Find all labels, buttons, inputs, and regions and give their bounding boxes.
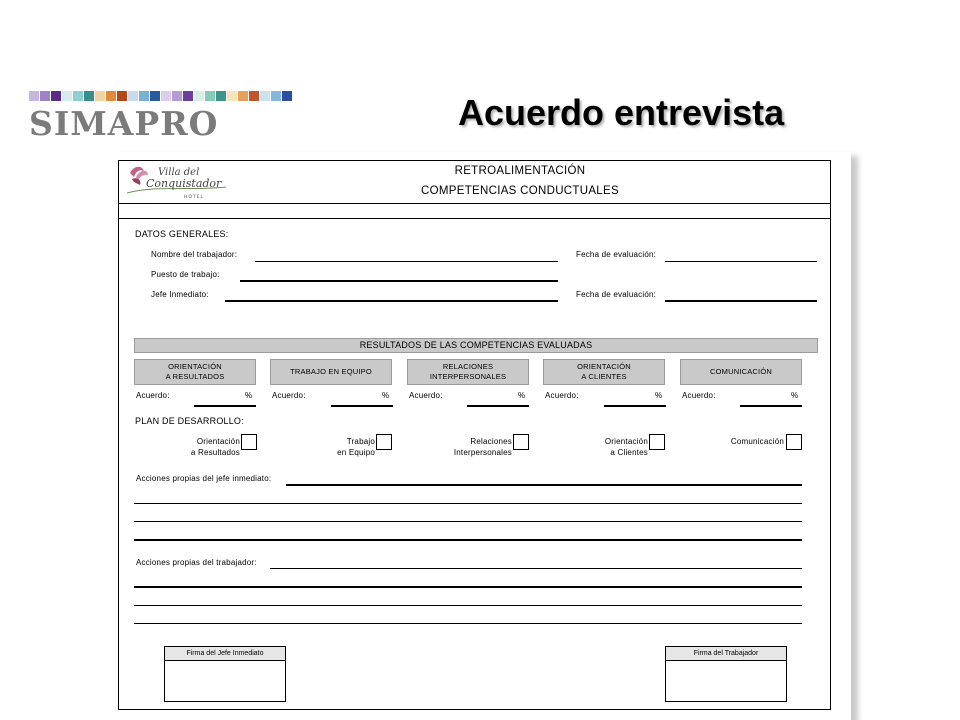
resultados-banner: RESULTADOS DE LAS COMPETENCIAS EVALUADAS xyxy=(134,338,818,353)
color-square xyxy=(205,91,215,101)
plan-checkbox-trabajo-equipo[interactable] xyxy=(376,434,392,450)
color-square xyxy=(183,91,193,101)
datos-generales-heading: DATOS GENERALES: xyxy=(135,229,229,239)
jefe-label: Jefe Inmediato: xyxy=(151,290,209,299)
plan-checkbox-comunicacion[interactable] xyxy=(786,434,802,450)
acuerdo-field-3[interactable] xyxy=(467,405,529,407)
hotel-logo xyxy=(124,163,234,201)
color-square xyxy=(172,91,182,101)
comp-1-line1: ORIENTACIÓN xyxy=(168,362,222,371)
color-square xyxy=(106,91,116,101)
acciones-trabajador-line-3[interactable] xyxy=(134,605,802,606)
header-divider xyxy=(118,218,831,219)
color-square xyxy=(150,91,160,101)
acciones-jefe-line-4[interactable] xyxy=(134,539,802,541)
acuerdo-field-5[interactable] xyxy=(740,405,802,407)
color-square xyxy=(271,91,281,101)
acuerdo-label-4: Acuerdo: xyxy=(545,391,579,400)
plan-item-4-label xyxy=(568,436,648,458)
color-square xyxy=(29,91,39,101)
plan-4-line2: a Clientes xyxy=(610,448,648,457)
acciones-trabajador-label: Acciones propias del trabajador: xyxy=(136,558,257,567)
firma-trabajador-label: Firma del Trabajador xyxy=(666,647,786,661)
acciones-jefe-line-3[interactable] xyxy=(134,521,802,522)
hotel-logo-line3: HOTEL xyxy=(184,195,205,200)
acciones-jefe-line-1[interactable] xyxy=(286,484,802,486)
color-square xyxy=(95,91,105,101)
plan-item-1-label xyxy=(160,436,240,458)
firma-jefe-label: Firma del Jefe Inmediato xyxy=(165,647,285,661)
color-square xyxy=(238,91,248,101)
fecha-evaluacion-label-2: Fecha de evaluación: xyxy=(576,290,657,299)
plan-2-line1: Trabajo xyxy=(346,437,375,446)
puesto-label: Puesto de trabajo: xyxy=(151,270,220,279)
plan-desarrollo-heading: PLAN DE DESARROLLO: xyxy=(135,416,244,426)
acuerdo-label-5: Acuerdo: xyxy=(682,391,716,400)
plan-1-line1: Orientación xyxy=(196,437,240,446)
acciones-jefe-line-2[interactable] xyxy=(134,503,802,504)
comp-3-line1: RELACIONES INTERPERSONALES xyxy=(429,362,507,381)
plan-1-line2: a Resultados xyxy=(190,448,240,457)
color-square xyxy=(282,91,292,101)
plan-2-line2: en Equipo xyxy=(337,448,375,457)
plan-checkbox-orientacion-clientes[interactable] xyxy=(649,434,665,450)
hotel-logo-line2: Conquistador xyxy=(146,177,222,190)
form-title-2: COMPETENCIAS CONDUCTUALES xyxy=(421,185,619,197)
color-square xyxy=(249,91,259,101)
acuerdo-field-4[interactable] xyxy=(604,405,666,407)
plan-item-3-label xyxy=(430,436,512,458)
page-title: Acuerdo entrevista xyxy=(458,92,785,133)
color-square xyxy=(260,91,270,101)
acuerdo-label-1: Acuerdo: xyxy=(136,391,170,400)
plan-checkbox-relaciones-interpersonales[interactable] xyxy=(513,434,529,450)
firma-trabajador-box[interactable] xyxy=(665,646,787,702)
color-square xyxy=(194,91,204,101)
jefe-field[interactable] xyxy=(225,300,558,302)
acuerdo-percent-1: % xyxy=(245,391,253,400)
fecha-evaluacion-field-1[interactable] xyxy=(665,261,817,262)
color-square xyxy=(73,91,83,101)
comp-5-line1: COMUNICACIÓN xyxy=(710,367,772,376)
nombre-label: Nombre del trabajador: xyxy=(151,250,238,259)
acciones-jefe-label: Acciones propias del jefe inmediato: xyxy=(136,474,272,483)
acciones-trabajador-line-4[interactable] xyxy=(134,623,802,624)
nombre-field[interactable] xyxy=(255,261,558,262)
color-square xyxy=(51,91,61,101)
comp-orientacion-clientes xyxy=(543,359,665,385)
plan-5-line1: Comunicación xyxy=(730,437,784,446)
acuerdo-percent-5: % xyxy=(791,391,799,400)
plan-item-2-label xyxy=(295,436,375,458)
comp-relaciones-interpersonales xyxy=(407,359,529,385)
acuerdo-field-2[interactable] xyxy=(331,405,393,407)
fecha-evaluacion-field-2[interactable] xyxy=(665,300,817,302)
comp-4-line1: ORIENTACIÓN xyxy=(577,362,631,371)
form-title-1: RETROALIMENTACIÓN xyxy=(454,165,586,177)
color-square xyxy=(139,91,149,101)
acuerdo-label-3: Acuerdo: xyxy=(409,391,443,400)
comp-1-line2: A RESULTADOS xyxy=(165,372,225,381)
comp-comunicacion xyxy=(680,359,802,385)
color-square xyxy=(62,91,72,101)
color-square xyxy=(161,91,171,101)
brand-color-strip xyxy=(29,91,293,101)
color-square xyxy=(227,91,237,101)
plan-4-line1: Orientación xyxy=(604,437,648,446)
hotel-logo-line1: Villa del xyxy=(158,167,200,178)
acuerdo-label-2: Acuerdo: xyxy=(272,391,306,400)
color-square xyxy=(117,91,127,101)
comp-orientacion-resultados xyxy=(134,359,256,385)
acciones-trabajador-line-2[interactable] xyxy=(134,586,802,588)
acuerdo-percent-2: % xyxy=(382,391,390,400)
color-square xyxy=(216,91,226,101)
acciones-trabajador-line-1[interactable] xyxy=(270,568,802,569)
form-frame xyxy=(118,160,831,710)
firma-jefe-box[interactable] xyxy=(164,646,286,702)
comp-4-line2: A CLIENTES xyxy=(581,372,627,381)
simapro-logo: SIMAPRO xyxy=(29,104,219,143)
acuerdo-field-1[interactable] xyxy=(194,405,256,407)
plan-checkbox-orientacion-resultados[interactable] xyxy=(241,434,257,450)
puesto-field[interactable] xyxy=(240,280,558,282)
color-square xyxy=(40,91,50,101)
comp-trabajo-equipo xyxy=(270,359,392,385)
acuerdo-percent-4: % xyxy=(655,391,663,400)
fecha-evaluacion-label-1: Fecha de evaluación: xyxy=(576,250,657,259)
acuerdo-percent-3: % xyxy=(518,391,526,400)
plan-3-line1: Relaciones xyxy=(470,437,512,446)
comp-2-line1: TRABAJO EN EQUIPO xyxy=(290,367,372,376)
plan-3-line2: Interpersonales xyxy=(453,448,512,457)
color-square xyxy=(128,91,138,101)
plan-item-5-label xyxy=(700,436,784,447)
color-square xyxy=(84,91,94,101)
